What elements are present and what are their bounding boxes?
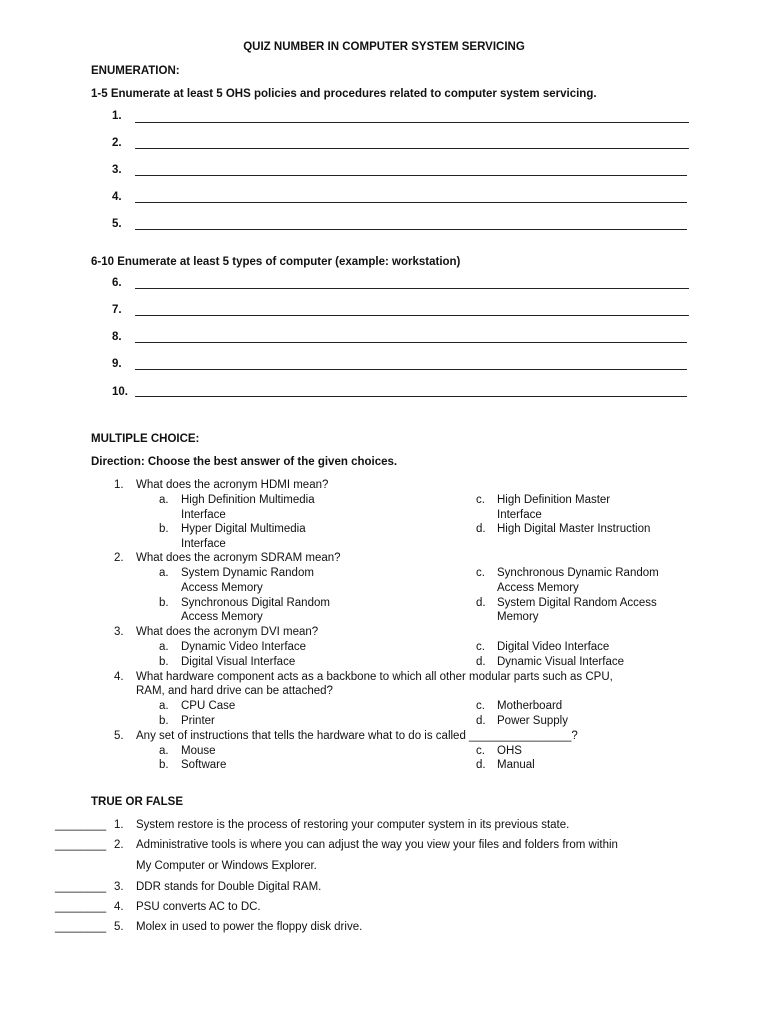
answer-line[interactable] [135,229,687,230]
choice-text: High Definition Multimedia [181,494,315,506]
choice-text: CPU Case [181,700,236,712]
choice-text: Software [181,759,227,771]
choice-text: Power Supply [497,715,568,727]
tf-statement: System restore is the process of restoring your computer system in its previous state. [136,819,570,831]
choice-letter: a. [159,567,169,579]
choice-text: Memory [497,611,539,623]
choice-text: OHS [497,745,522,757]
choice-letter: a. [159,494,169,506]
answer-line[interactable] [135,342,687,343]
answer-line[interactable] [135,202,687,203]
choice-letter: a. [159,700,169,712]
tf-number: 3. [114,881,124,893]
choice-text: High Digital Master Instruction [497,523,651,535]
question-text: What hardware component acts as a backbone to which all other modular parts such as CPU, [136,671,613,683]
choice-text: Synchronous Dynamic Random [497,567,659,579]
choice-letter: c. [476,494,485,506]
tf-blank[interactable]: ________ [55,819,107,831]
choice-letter: c. [476,641,485,653]
enum-number: 9. [112,358,122,370]
choice-text: Dynamic Visual Interface [497,656,624,668]
answer-line[interactable] [135,369,687,370]
choice-text: Interface [181,509,226,521]
enum-number: 1. [112,110,122,122]
tf-number: 2. [114,839,124,851]
enum-number: 2. [112,137,122,149]
choice-letter: c. [476,745,485,757]
choice-text: Interface [181,538,226,550]
choice-text: Hyper Digital Multimedia [181,523,306,535]
choice-letter: d. [476,597,486,609]
answer-line[interactable] [135,148,689,149]
choice-letter: b. [159,759,169,771]
enumeration-heading: ENUMERATION: [91,65,180,77]
choice-text: Synchronous Digital Random [181,597,330,609]
enum-number: 7. [112,304,122,316]
answer-line[interactable] [135,288,689,289]
enum-number: 5. [112,218,122,230]
choice-text: Interface [497,509,542,521]
tf-statement: DDR stands for Double Digital RAM. [136,881,322,893]
enumeration-instruction-2: 6-10 Enumerate at least 5 types of computer (example: workstation) [91,256,461,268]
choice-letter: d. [476,715,486,727]
question-text: What does the acronym HDMI mean? [136,479,329,491]
true-false-heading: TRUE OR FALSE [91,796,184,808]
choice-text: Dynamic Video Interface [181,641,307,653]
multiple-choice-direction: Direction: Choose the best answer of the given choices. [91,456,398,468]
choice-letter: d. [476,656,486,668]
question-text: What does the acronym SDRAM mean? [136,552,341,564]
choice-letter: b. [159,656,169,668]
choice-text: Mouse [181,745,216,757]
choice-text: Digital Visual Interface [181,656,296,668]
choice-letter: a. [159,641,169,653]
choice-text: High Definition Master [497,494,611,506]
choice-text: Access Memory [181,582,263,594]
choice-letter: d. [476,523,486,535]
choice-text: System Digital Random Access [497,597,657,609]
choice-letter: b. [159,523,169,535]
question-text: What does the acronym DVI mean? [136,626,319,638]
choice-letter: b. [159,715,169,727]
choice-text: Digital Video Interface [497,641,610,653]
question-text: Any set of instructions that tells the hardware what to do is called ________________? [136,730,578,742]
answer-line[interactable] [135,315,689,316]
answer-line[interactable] [135,175,687,176]
tf-statement: Administrative tools is where you can adjust the way you view your files and folders from within [136,839,618,851]
question-number: 1. [114,479,124,491]
enumeration-instruction-1: 1-5 Enumerate at least 5 OHS policies and procedures related to computer system servicing. [91,88,597,100]
page-title: QUIZ NUMBER IN COMPUTER SYSTEM SERVICING [243,41,525,53]
choice-letter: c. [476,700,485,712]
tf-statement: Molex in used to power the floppy disk drive. [136,921,363,933]
tf-number: 4. [114,901,124,913]
enum-number: 8. [112,331,122,343]
tf-blank[interactable]: ________ [55,881,107,893]
question-number: 2. [114,552,124,564]
enum-number: 3. [112,164,122,176]
enum-number: 10. [112,386,128,398]
question-text: RAM, and hard drive can be attached? [136,685,333,697]
answer-line[interactable] [135,396,687,397]
tf-blank[interactable]: ________ [55,901,107,913]
question-number: 3. [114,626,124,638]
question-number: 4. [114,671,124,683]
answer-line[interactable] [135,122,689,123]
tf-blank[interactable]: ________ [55,921,107,933]
choice-letter: a. [159,745,169,757]
multiple-choice-heading: MULTIPLE CHOICE: [91,433,200,445]
enum-number: 4. [112,191,122,203]
tf-statement: My Computer or Windows Explorer. [136,860,317,872]
tf-number: 5. [114,921,124,933]
tf-number: 1. [114,819,124,831]
question-number: 5. [114,730,124,742]
choice-text: Access Memory [497,582,579,594]
choice-text: Motherboard [497,700,563,712]
enum-number: 6. [112,277,122,289]
choice-text: Printer [181,715,215,727]
choice-letter: d. [476,759,486,771]
choice-text: Manual [497,759,535,771]
choice-text: System Dynamic Random [181,567,314,579]
choice-letter: c. [476,567,485,579]
tf-blank[interactable]: ________ [55,839,107,851]
choice-text: Access Memory [181,611,263,623]
choice-letter: b. [159,597,169,609]
tf-statement: PSU converts AC to DC. [136,901,261,913]
